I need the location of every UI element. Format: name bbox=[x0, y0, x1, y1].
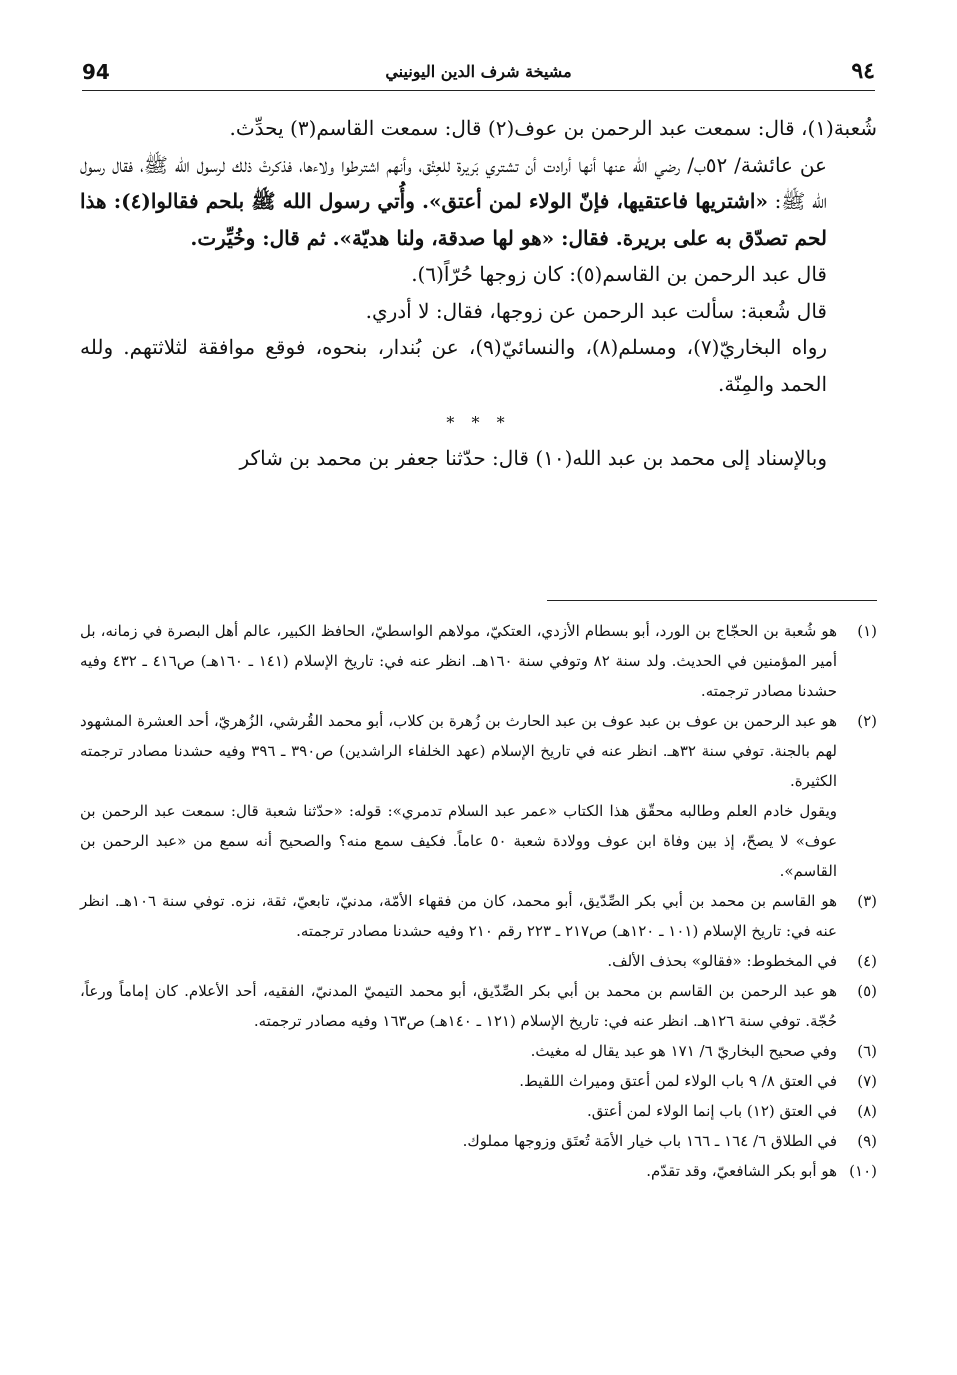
footnote-text: وفي صحيح البخاريّ ٦/ ١٧١ هو عبد يقال له مغيث. bbox=[530, 1042, 837, 1060]
footnote-2 bbox=[80, 706, 877, 796]
footnote-8 bbox=[80, 1096, 877, 1126]
main-text bbox=[80, 110, 877, 477]
paragraph-next-isnad: وبالإسناد إلى محمد بن عبد الله(١٠) قال: حدّثنا جعفر بن محمد بن شاكر bbox=[239, 446, 827, 470]
footnote-3 bbox=[80, 886, 877, 946]
footnote-4 bbox=[80, 946, 877, 976]
hadith-text-plain: عن عائشة/ ٥٢ب/ رضي الله عنها أنها أرادت أن تشتري بَريرة للعِتْق، وأنهم اشترطوا ولاءها، فذكرتْ ذلك لرسول الله ﷺ، فقال رسول الله ﷺ: bbox=[80, 152, 827, 213]
footnote-number: (١٠) bbox=[849, 1162, 877, 1180]
footnote-text: هو عبد الرحمن بن القاسم بن محمد بن أبي بكر الصِّدّيق، أبو محمد التيميّ المدنيّ، الفقيه، أحد الأعلام. كان إماماً ورعاً، حُجّة. توفي سنة ١٢٦هـ. انظر عنه في: تاريخ الإسلام (١٢١ ـ ١٤٠هـ) ص١٦٣ وفيه مصادر ترجمته. bbox=[80, 982, 837, 1030]
hadith-text-bold: «اشتريها فاعتقيها، فإنّ الولاء لمن أعتق». وأُتي رسول الله ﷺ بلحم فقالوا(٤): هذا لحم تصدّق به على بريرة. فقال: «هو لها صدقة، ولنا هديّة». ثم قال: وخُيِّرت. bbox=[80, 189, 827, 250]
footnote-text: في العتق ٨/ ٩ باب الولاء لمن أعتق وميراث اللقيط. bbox=[519, 1072, 837, 1090]
footnote-text: في العتق (١٢) باب إنما الولاء لمن أعتق. bbox=[586, 1102, 837, 1120]
paragraph-takhrij: رواه البخاريّ(٧)، ومسلم(٨)، والنسائيّ(٩)، عن بُندار، بنحوه، فوقع موافقة لثلاثتهم. ولله الحمد والمِنّة. bbox=[80, 335, 828, 396]
footnote-2-editor-remark: ويقول خادم العلم وطالبه محقّق هذا الكتاب «عمر عبد السلام تدمري»: قوله: «حدّثنا شعبة قال: سمعت عبد الرحمن بن عوف» لا يصحّ، إذ بين وفاة ابن عوف وولادة شعبة ٥٠ عاماً. فكيف سمع منه؟ والصحيح أنه سمع من «عبد الرحمن بن القاسم». bbox=[80, 802, 838, 880]
footnote-number: (٢) bbox=[857, 712, 877, 730]
footnote-number: (١) bbox=[857, 622, 877, 640]
page-number-arabic: ٩٤ bbox=[851, 58, 875, 84]
footnote-number: (٨) bbox=[857, 1102, 877, 1120]
footnote-1 bbox=[80, 616, 877, 706]
footnote-text: هو عبد الرحمن بن عوف بن عبد عوف بن عبد الحارث بن زُهرة بن كلاب، أبو محمد القُرشي، الزُهريّ، أحد العشرة المشهود لهم بالجنة. توفي سنة ٣٢هـ. انظر عنه في تاريخ الإسلام (عهد الخلفاء الراشدين) ص٣٩٠ ـ ٣٩٦ وفيه حشدنا مصادر ترجمته الكثيرة. bbox=[80, 712, 838, 790]
paragraph-shuba-statement: قال شُعبة: سألت عبد الرحمن عن زوجها، فقال: لا أدري. bbox=[365, 298, 827, 323]
footnote-7 bbox=[80, 1066, 877, 1096]
footnote-number: (٧) bbox=[857, 1072, 877, 1090]
paragraph-hadith bbox=[80, 147, 877, 257]
footnote-number: (٤) bbox=[857, 952, 877, 970]
footnote-9 bbox=[80, 1126, 877, 1156]
footnotes bbox=[80, 616, 877, 1186]
footnote-5 bbox=[80, 976, 877, 1036]
paragraph-qasim-statement: قال عبد الرحمن بن القاسم(٥): كان زوجها حُرّاً(٦). bbox=[411, 262, 827, 286]
footnote-6 bbox=[80, 1036, 877, 1066]
footnote-text: في الطلاق ٦/ ١٦٤ ـ ١٦٦ باب خيار الأمَة تُعتَق وزوجها مملوك. bbox=[462, 1132, 837, 1150]
footnote-10 bbox=[80, 1156, 877, 1186]
footnote-number: (٣) bbox=[857, 892, 877, 910]
running-title: مشيخة شرف الدين اليونيني bbox=[385, 62, 572, 81]
footnote-number: (٥) bbox=[857, 982, 877, 1000]
page-header bbox=[82, 58, 875, 91]
section-separator: * * * bbox=[446, 413, 511, 432]
page-number-latin: 94 bbox=[82, 60, 110, 84]
footnote-number: (٩) bbox=[857, 1132, 877, 1150]
footnote-text: هو القاسم بن محمد بن أبي بكر الصِّدّيق، أبو محمد، كان من فقهاء الأمّة، مدنيّ، تابعيّ، ثقة، نزه. توفي سنة ١٠٦هـ. انظر عنه في: تاريخ الإسلام (١٠١ ـ ١٢٠هـ) ص٢١٧ ـ ٢٢٣ رقم ٢١٠ وفيه حشدنا مصادر ترجمته. bbox=[80, 892, 838, 940]
footnote-text: في المخطوط: «فقالو» بحذف الألف. bbox=[607, 952, 837, 970]
footnote-divider bbox=[547, 600, 877, 601]
footnote-text: هو أبو بكر الشافعيّ، وقد تقدّم. bbox=[646, 1162, 837, 1180]
footnote-number: (٦) bbox=[857, 1042, 877, 1060]
footnote-text: هو شُعبة بن الحجّاج بن الورد، أبو بسطام الأزدي، العتكيّ، مولاهم الواسطيّ، الحافظ الكبير، عالم أهل البصرة في زمانه، بل أمير المؤمنين في الحديث. ولد سنة ٨٢ وتوفي سنة ١٦٠هـ. انظر عنه في: تاريخ الإسلام (١٤١ ـ ١٦٠هـ) ص٤١٦ ـ ٤٣٢ وفيه حشدنا مصادر ترجمته. bbox=[80, 622, 837, 700]
paragraph-isnad-start: شُعبة(١)، قال: سمعت عبد الرحمن بن عوف(٢) قال: سمعت القاسم(٣) يحدِّث. bbox=[229, 116, 877, 140]
